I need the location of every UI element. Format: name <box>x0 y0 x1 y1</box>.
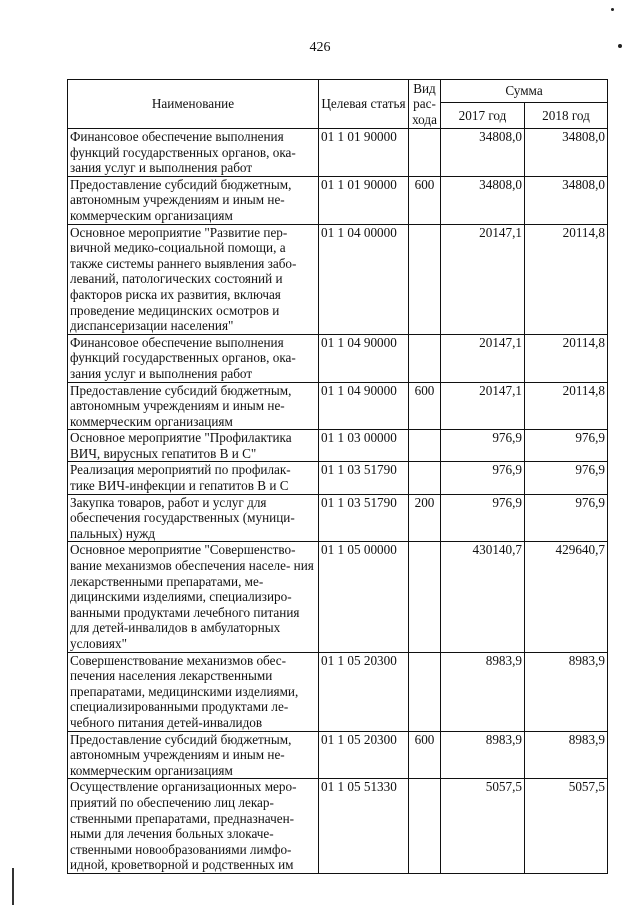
header-year-2018: 2018 год <box>525 103 608 129</box>
table-row <box>68 494 608 542</box>
row-amount-2018: 976,9 <box>525 430 608 462</box>
row-amount-2018: 34808,0 <box>525 129 608 177</box>
table-row <box>68 224 608 334</box>
row-amount-2017: 976,9 <box>441 462 525 494</box>
row-name: Предоставление субсидий бюджетным, автономным учреждениям и иным не- коммерческим организациям <box>68 176 319 224</box>
table-row <box>68 542 608 652</box>
header-year-2017: 2017 год <box>441 103 525 129</box>
row-expense-type: 200 <box>409 494 441 542</box>
row-target-article: 01 1 03 51790 <box>319 462 409 494</box>
scan-edge-mark <box>12 868 14 905</box>
header-amount: Сумма <box>441 80 608 103</box>
row-target-article: 01 1 05 51330 <box>319 779 409 874</box>
row-target-article: 01 1 01 90000 <box>319 129 409 177</box>
row-expense-type: 600 <box>409 382 441 430</box>
budget-table <box>67 79 608 874</box>
table-row <box>68 382 608 430</box>
header-name: Наименование <box>68 80 319 129</box>
row-amount-2017: 20147,1 <box>441 334 525 382</box>
row-amount-2018: 8983,9 <box>525 731 608 779</box>
row-name: Закупка товаров, работ и услуг для обеспечения государственных (муници- пальных) нужд <box>68 494 319 542</box>
row-amount-2018: 20114,8 <box>525 334 608 382</box>
row-expense-type <box>409 779 441 874</box>
row-target-article: 01 1 03 51790 <box>319 494 409 542</box>
row-amount-2017: 20147,1 <box>441 382 525 430</box>
row-target-article: 01 1 05 20300 <box>319 652 409 731</box>
row-amount-2017: 34808,0 <box>441 176 525 224</box>
row-name: Совершенствование механизмов обес- печения населения лекарственными препаратами, медицинскими изделиями, специализированными продуктами ле- чебного питания детей-инвалидов <box>68 652 319 731</box>
row-expense-type <box>409 652 441 731</box>
row-amount-2018: 976,9 <box>525 494 608 542</box>
table-row <box>68 430 608 462</box>
row-target-article: 01 1 04 90000 <box>319 334 409 382</box>
row-name: Предоставление субсидий бюджетным, автономным учреждениям и иным не- коммерческим организациям <box>68 382 319 430</box>
table-body <box>68 129 608 874</box>
scan-speck <box>618 44 622 48</box>
row-expense-type <box>409 430 441 462</box>
row-expense-type <box>409 129 441 177</box>
table-row <box>68 779 608 874</box>
row-amount-2017: 34808,0 <box>441 129 525 177</box>
row-target-article: 01 1 04 90000 <box>319 382 409 430</box>
row-amount-2017: 8983,9 <box>441 731 525 779</box>
row-target-article: 01 1 01 90000 <box>319 176 409 224</box>
row-amount-2018: 20114,8 <box>525 382 608 430</box>
table-row <box>68 462 608 494</box>
row-amount-2018: 429640,7 <box>525 542 608 652</box>
row-amount-2017: 20147,1 <box>441 224 525 334</box>
table-row <box>68 731 608 779</box>
table-row <box>68 176 608 224</box>
row-amount-2017: 5057,5 <box>441 779 525 874</box>
row-expense-type <box>409 542 441 652</box>
row-amount-2018: 5057,5 <box>525 779 608 874</box>
table-row <box>68 652 608 731</box>
row-target-article: 01 1 05 00000 <box>319 542 409 652</box>
row-target-article: 01 1 03 00000 <box>319 430 409 462</box>
header-target-article: Целевая статья <box>319 80 409 129</box>
row-amount-2018: 976,9 <box>525 462 608 494</box>
row-expense-type: 600 <box>409 176 441 224</box>
row-amount-2017: 8983,9 <box>441 652 525 731</box>
row-name: Осуществление организационных меро- приятий по обеспечению лиц лекар- ственными препаратами, предназначен- ными для лечения больных злокаче- ственными новообразованиями лимфо- идной, кроветворной и родственных им <box>68 779 319 874</box>
row-expense-type: 600 <box>409 731 441 779</box>
table-row <box>68 129 608 177</box>
row-name: Основное мероприятие "Профилактика ВИЧ, вирусных гепатитов В и С" <box>68 430 319 462</box>
page-number: 426 <box>309 40 331 55</box>
row-name: Основное мероприятие "Совершенство- вание механизмов обеспечения населе- ния лекарственными препаратами, ме- дицинскими изделиями, специализиро- ванными продуктами лечебного питания для детей-инвалидов в амбулаторных условиях" <box>68 542 319 652</box>
row-name: Реализация мероприятий по профилак- тике ВИЧ-инфекции и гепатитов В и С <box>68 462 319 494</box>
row-name: Предоставление субсидий бюджетным, автономным учреждениям и иным не- коммерческим организациям <box>68 731 319 779</box>
row-target-article: 01 1 04 00000 <box>319 224 409 334</box>
row-amount-2017: 976,9 <box>441 494 525 542</box>
row-amount-2018: 8983,9 <box>525 652 608 731</box>
table-row <box>68 334 608 382</box>
row-amount-2017: 976,9 <box>441 430 525 462</box>
row-target-article: 01 1 05 20300 <box>319 731 409 779</box>
header-expense-type: Вид рас- хода <box>409 80 441 129</box>
row-name: Финансовое обеспечение выполнения функций государственных органов, ока- зания услуг и выполнения работ <box>68 334 319 382</box>
row-name: Финансовое обеспечение выполнения функций государственных органов, ока- зания услуг и выполнения работ <box>68 129 319 177</box>
row-name: Основное мероприятие "Развитие пер- вичной медико-социальной помощи, а также системы раннего выявления забо- леваний, патологических состояний и факторов риска их развития, включая проведение медицинских осмотров и диспансеризации населения" <box>68 224 319 334</box>
row-amount-2018: 20114,8 <box>525 224 608 334</box>
row-expense-type <box>409 462 441 494</box>
row-amount-2018: 34808,0 <box>525 176 608 224</box>
row-expense-type <box>409 334 441 382</box>
row-expense-type <box>409 224 441 334</box>
row-amount-2017: 430140,7 <box>441 542 525 652</box>
scan-speck <box>611 8 614 11</box>
